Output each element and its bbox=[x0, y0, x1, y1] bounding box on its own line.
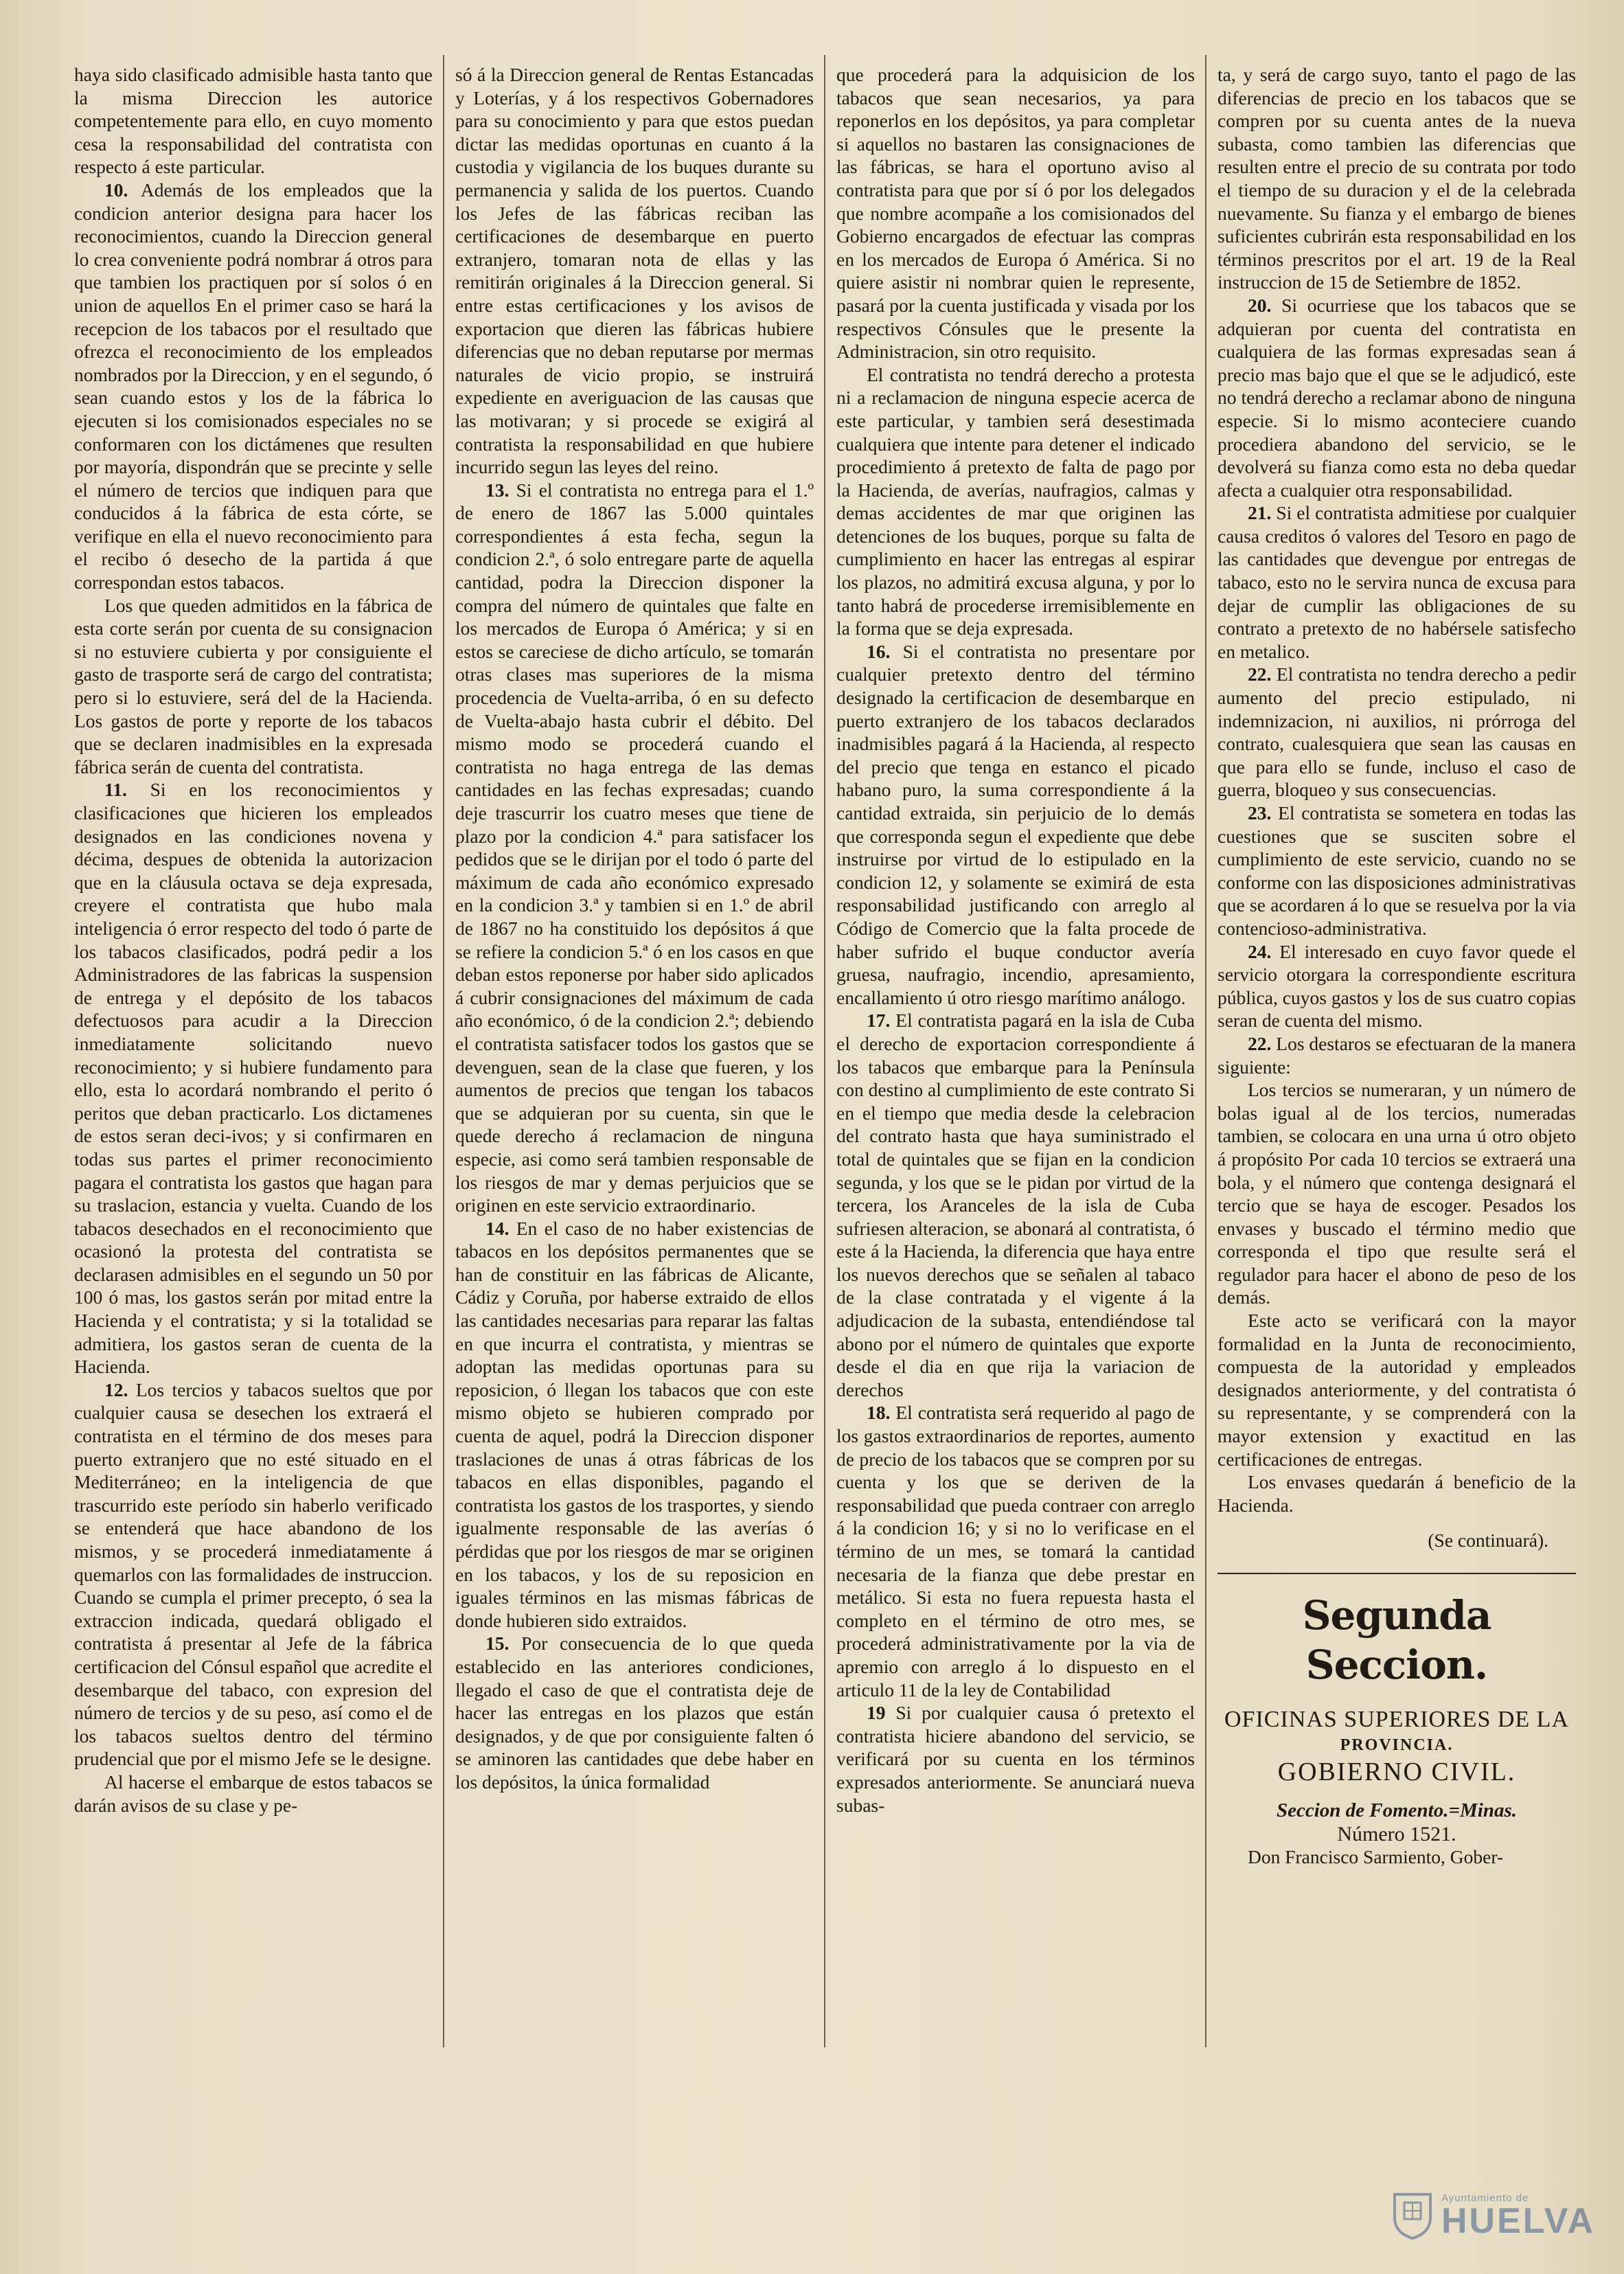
paragraph-text: El contratista no tendra derecho a pedir aumento del precio estipulado, ni indemnizacion, ni auxilios, ni prórroga del contrato, cualesquiera que sean las causas en que para ello se funde, incluso el caso de guerra, bloqueo y sus consecuencias. bbox=[1217, 663, 1577, 801]
paragraph-text: Los tercios y tabacos sueltos que por cualquier causa se desechen los extraerá el contratista en el término de dos meses para puerto extranjero que no esté situado en el Mediterráneo; en la inteligencia de que trascurrido este período sin haberlo verificado se entenderá que hace abandono de los mismos, y se procederá inmediatamente á quemarlos con las formalidades de instruccion. Cuando se cumpla el primer precepto, ó sea la extraccion indicada, quedará obligado el contratista á presentar al Jefe de la fábrica certificacion del Cónsul español que acredite el desembarque del tabaco, con expresion del número de tercios y de su peso, así como el de los tabacos sueltos dentro del término prudencial que por el mismo Jefe se le designe. bbox=[74, 1378, 433, 1770]
paragraph bbox=[836, 1401, 1195, 1701]
paragraph bbox=[1217, 801, 1576, 940]
column-rule bbox=[824, 55, 825, 2047]
government-heading: GOBIERNO CIVIL. bbox=[1277, 1758, 1516, 1786]
paragraph-text: Si por cualquier causa ó pretexto el contratista hiciere abandono del servicio, se verificará por su cuenta en los términos expresados anteriormente. Se anunciará nueva subas- bbox=[836, 1702, 1196, 1816]
paragraph bbox=[1217, 940, 1576, 1032]
paragraph bbox=[836, 1009, 1195, 1401]
paragraph-text: El contratista será requerido al pago de los gastos extraordinarios de reportes, aumento de precio de los tabacos que se compren por su cuenta y los que se deriven de la responsabilidad que pueda contraer con arreglo á la condicion 16; y si no lo verificase en el término de un mes, se tomará la cantidad necesaria de la fianza que debe prestar en metálico. Si esta no fuera repuesta hasta el completo en el término de otro mes, se procederá administrativamente por la via de apremio con arreglo á lo dispuesto en el articulo 11 de la ley de Contabilidad bbox=[836, 1402, 1196, 1701]
paragraph bbox=[1217, 663, 1576, 801]
paragraph bbox=[74, 778, 433, 1378]
paragraph-text: Si el contratista no entrega para el 1.º de enero de 1867 las 5.000 quintales correspondientes á esta fecha, segun la condicion 2.ª, ó solo entregare parte de aquella cantidad, podra la Direccion disponer la compra del número de quintales que falte en los mercados de Europa ó América; y si en estos se careciese de dicho artículo, se tomarán otras clases mas superiores de la misma procedencia de Vuelta-arriba, ó en su defecto de Vuelta-abajo hasta cubrir el débito. Del mismo modo se procederá cuando el contratista no haga entrega de las demas cantidades en las fechas expresadas; cuando deje trascurrir los cuatro meses que tiene de plazo por la condicion 4.ª para satisfacer los pedidos que se le dirijan por el todo ó parte del máximum de cada año económico expresado en la condicion 3.ª y tambien si en 1.º de abril de 1867 no ha constituido los depósitos á que se refiere la condicion 5.ª ó en los casos en que deban estos reponerse por haber sido aplicados á cubrir consignaciones del máximum de cada año económico, ó de la condicion 2.ª; debiendo el contratista satisfacer todos los gastos que se devenguen, sean de la clase que fueren, y los aumentos de precios que tengan los tabacos que se adquieran por su cuenta, sin que le quede derecho á reclamacion de ninguna especie, asi como será tambien responsable de los riesgos de mar y demas perjuicios que se originen en este servicio extraordinario. bbox=[455, 479, 814, 1216]
huelva-watermark bbox=[1391, 2188, 1597, 2243]
paragraph: Los tercios se numeraran, y un número de bolas igual al de los tercios, numeradas tambien, se colocara en una urna ú otro objeto á propósito Por cada 10 tercios se extraerá una bola, y el número que contenga designará el tercio que se haya de escoger. Pesados los envases y buscado el término medio que corresponda el tipo que resulte será el regulador para hacer el abono de peso de los demás. bbox=[1217, 1079, 1576, 1308]
paragraph-text: Si el contratista admitiese por cualquier causa creditos ó valores del Tesoro en pago de las cantidades que devengue por entregas de tabaco, esto no le servira nunca de excusa para dejar de cumplir las obligaciones de su contrato a pretexto de no habérsele satisfecho en metalico. bbox=[1217, 502, 1576, 662]
paragraph bbox=[74, 179, 433, 594]
paragraph: Los que queden admitidos en la fábrica de esta corte serán por cuenta de su consignacion si no estuviere cubierta y por consiguiente el gasto de trasporte será de cargo del contratista; pero si lo estuviere, será del de la Hacienda. Los gastos de porte y reporte de los tabacos que se declaren inadmisibles en la expresada fábrica serán de cuenta del contratista. bbox=[74, 594, 433, 777]
text-column-4 bbox=[1217, 63, 1576, 1869]
clause-number: 10. bbox=[104, 179, 128, 201]
clause-number: 12. bbox=[104, 1378, 128, 1400]
section-subheading: Seccion de Fomento.=Minas. bbox=[1276, 1799, 1518, 1821]
text-column-2 bbox=[455, 63, 814, 1794]
province-heading: PROVINCIA. bbox=[1340, 1736, 1454, 1754]
paragraph-text: El interesado en cuyo favor quede el servicio otorgara la correspondiente escritura pública, cuyos gastos y los de sus cuatro copias seran de cuenta del mismo. bbox=[1217, 940, 1576, 1032]
paragraph bbox=[1217, 1032, 1576, 1078]
city-seal-icon bbox=[1391, 2190, 1434, 2241]
paragraph-text: Por consecuencia de lo que queda establecido en las anteriores condiciones, llegado el caso de que el contratista deje de hacer las entregas en los plazos que están designados, y de que por consiguiente falten ó se aminoren las cantidades que debe haber en los depósitos, la única formalidad bbox=[455, 1633, 814, 1793]
paragraph: haya sido clasificado admisible hasta tanto que la misma Direccion les autorice competentemente para ello, en cuyo momento cesa la responsabilidad del contratista con respecto á este particular. bbox=[74, 64, 433, 178]
clause-number: 11. bbox=[104, 779, 127, 801]
watermark-small-text: Ayuntamiento de bbox=[1441, 2192, 1529, 2204]
offices-heading: OFICINAS SUPERIORES DE LA bbox=[1224, 1707, 1569, 1732]
paragraph-text: Si ocurriese que los tabacos que se adquieran por cuenta del contratista en cualquiera de las formas expresadas sean á precio mas bajo que el que se le adjudicó, este no tendrá derecho a reclamar abono de ninguna especie. Si lo mismo aconteciere cuando procediera abandono del servicio, se le devolverá su fianza como esta no deba quedar afecta a cualquier otra responsabilidad. bbox=[1217, 294, 1576, 501]
paragraph: Este acto se verificará con la mayor formalidad en la Junta de reconocimiento, compuesta de la autoridad y empleados designados anteriormente, y del contratista ó su representante, y se comprenderá con la mayor extension y exactitud en las certificaciones de entregas. bbox=[1217, 1310, 1576, 1470]
column-rule bbox=[1205, 55, 1206, 2047]
clause-number: 22. bbox=[1248, 663, 1272, 685]
paragraph bbox=[836, 1701, 1195, 1817]
paragraph: que procederá para la adquisicion de los tabacos que sean necesarios, ya para reponerlos en los depósitos, ya para completar si aquellos no bastaren las consignaciones de las fábricas, se hara el oportuno aviso al contratista para que por sí ó por los delegados que nombre acompañe a los comisionados del Gobierno encargados de efectuar las compras en los mercados de Europa ó América. Si no quiere asistir ni nombrar quien le represente, pasará por la cuenta justificada y visada por los respectivos Cónsules que le presente la Administracion, sin otro requisito. bbox=[836, 64, 1195, 363]
text-column-3 bbox=[836, 63, 1195, 1817]
continued-note: (Se continuará). bbox=[1428, 1530, 1548, 1551]
section-divider bbox=[1217, 1573, 1576, 1574]
clause-number: 17. bbox=[867, 1010, 891, 1032]
clause-number: 24. bbox=[1248, 940, 1272, 962]
paragraph-text: En el caso de no haber existencias de tabacos en los depósitos permanentes que se han de constituir en las fábricas de Alicante, Cádiz y Coruña, por haberse extraido de ellos las cantidades necesarias para reparar las faltas en que incurra el contratista, y mientras se adoptan las medidas oportunas para su reposicion, ó llegan los tabacos que con este mismo objeto se hubieren comprado por cuenta de aquel, podrá la Direccion disponer traslaciones de unas á otras fábricas de los tabacos en ellas disponibles, pagando el contratista los gastos de los trasportes, y siendo igualmente responsable de las averías ó pérdidas que por los riesgos de mar se originen en los tabacos, y los de su reposicion en iguales términos en las mismas fábricas de donde hubieren sido extraidos. bbox=[455, 1217, 814, 1631]
paragraph bbox=[455, 479, 814, 1217]
paragraph: Don Francisco Sarmiento, Gober- bbox=[1248, 1846, 1504, 1868]
paragraph: só á la Direccion general de Rentas Estancadas y Loterías, y á los respectivos Gobernadores para su conocimiento y para que estos puedan dictar las medidas oportunas en cuanto á la custodia y vigilancia de los buques durante su permanencia y salida de los puertos. Cuando los Jefes de las fábricas reciban las certificaciones de desembarque en puerto extranjero, tomaran nota de ellas y las remitirán originales á la Direccion general. Si entre estas certificaciones y los avisos de exportacion que dieren las fábricas hubiere diferencias que no deban reputarse por mermas naturales de vicio propio, se instruirá expediente en averiguacion de las causas que las motivaran; y si procede se exigirá al contratista la responsabilidad en que hubiere incurrido segun las leyes del reino. bbox=[455, 64, 814, 478]
clause-number: 22. bbox=[1248, 1032, 1272, 1054]
clause-number: 13. bbox=[485, 479, 510, 501]
clause-number: 18. bbox=[867, 1402, 891, 1424]
clause-number: 19 bbox=[867, 1702, 886, 1724]
paragraph bbox=[1217, 501, 1576, 663]
paragraph: Al hacerse el embarque de estos tabacos se darán avisos de su clase y pe- bbox=[74, 1771, 433, 1816]
paragraph: Los envases quedarán á beneficio de la Hacienda. bbox=[1217, 1471, 1576, 1516]
paragraph bbox=[455, 1632, 814, 1793]
document-number: Número 1521. bbox=[1337, 1822, 1456, 1845]
clause-number: 16. bbox=[867, 640, 891, 662]
text-column-1 bbox=[74, 63, 433, 1817]
watermark-text bbox=[1441, 2193, 1595, 2239]
paragraph-text: Si en los reconocimientos y clasificaciones que hicieren los empleados designados en las condiciones novena y décima, despues de obtenida la autorizacion que en la cláusula octava se deja expresada, creyere el contratista que hubo mala inteligencia ó error respecto del todo ó parte de los tabacos clasificados, podrá pedir a los Administradores de las fabricas la suspension de entrega y el depósito de los tabacos defectuosos para acudir a la Direccion inmediatamente solicitando nuevo reconocimiento; y si hubiere fundamento para ello, esta lo acordará nombrando el perito ó peritos que deban practicarlo. Los dictamenes de estos seran deci-ivos; y si confirmaren en todas sus partes el primer reconocimiento pagara el contratista los gastos que hagan para su traslacion, estancia y vuelta. Cuando de los tabacos desechados en el reconocimiento que ocasionó la protesta del contratista se declarasen admisibles en el segundo un 50 por 100 ó mas, los gastos serán por mitad entre la Hacienda y el contratista; y si la totalidad se admitiera, los gastos seran de cuenta de la Hacienda. bbox=[74, 779, 433, 1378]
paragraph: El contratista no tendrá derecho a protesta ni a reclamacion de ninguna especie acerca de este particular, y tambien será desestimada cualquiera que intente para detener el indicado procedimiento á pretexto de falta de pago por la Hacienda, de averías, naufragios, calmas y demas accidentes de mar que originen las detenciones de los buques, porque su falta de cumplimiento en hacer las entregas al espirar los plazos, no admitirá excusa alguna, y por lo tanto habrá de procederse irremisiblemente en la forma que se deja expresada. bbox=[836, 363, 1195, 639]
watermark-big-text: HUELVA bbox=[1441, 2201, 1596, 2241]
clause-number: 21. bbox=[1248, 502, 1272, 524]
paragraph-text: El contratista pagará en la isla de Cuba el derecho de exportacion correspondiente á los tabacos que embarque para la Península con destino al cumplimiento de este contrato Si en el tiempo que media desde la celebracion del contrato hasta que haya suministrado el total de quintales que se fijan en la condicion segunda, y los que se le pidan por virtud de la tercera, los Aranceles de la isla de Cuba sufriesen alteracion, se abonará al contratista, ó este á la Hacienda, la diferencia que haya entre los nuevos derechos que se señalen al tabaco de la clase contratada y el vigente á la adjudicacion de la subasta, entendiéndose tal abono por el número de quintales que exporte desde el dia en que rija la variacion de derechos bbox=[836, 1010, 1195, 1400]
clause-number: 23. bbox=[1248, 802, 1272, 823]
paragraph-text: Si el contratista no presentare por cualquier pretexto dentro del término designado la certificacion de desembarque en puerto extranjero de los tabacos declarados inadmisibles pagará á la Hacienda, al respecto del precio que tenga en estanco el picado habano puro, la suma correspondiente á la cantidad extraida, sin perjuicio de lo demás que corresponda segun el expediente que debe instruirse por virtud de lo estipulado en la condicion 12, y solamente se eximirá de esta responsabilidad justificando con arreglo al Código de Comercio que la falta procede de haber sufrido el buque conductor avería gruesa, naufragio, incendio, apresamiento, encallamiento ú otro riesgo marítimo análogo. bbox=[836, 640, 1195, 1008]
paragraph bbox=[1217, 294, 1576, 501]
clause-number: 15. bbox=[485, 1633, 510, 1655]
paragraph-text: El contratista se sometera en todas las cuestiones que se susciten sobre el cumplimiento de este servicio, cuando no se conforme con las disposiciones administrativas que se acordaren á lo que se resuelva por la via contencioso-administrativa. bbox=[1217, 802, 1576, 939]
clause-number: 20. bbox=[1248, 294, 1272, 316]
paragraph: ta, y será de cargo suyo, tanto el pago de las diferencias de precio en los tabacos que se compren por su cuenta antes de la nueva subasta, como tambien las diferencias que resulten entre el precio de su contrata por todo el tiempo de su duracion y el de la celebrada nuevamente. Su fianza y el embargo de bienes suficientes cubrirán esta responsabilidad en los términos prescritos por el art. 19 de la Real instruccion de 15 de Setiembre de 1852. bbox=[1217, 64, 1576, 293]
paragraph-text: Los destaros se efectuaran de la manera siguiente: bbox=[1217, 1032, 1577, 1078]
clause-number: 14. bbox=[485, 1217, 510, 1239]
paragraph bbox=[455, 1217, 814, 1633]
column-rule bbox=[443, 55, 444, 2047]
paragraph-text: Además de los empleados que la condicion anterior designa para hacer los reconocimientos, cuando la Direccion general lo crea conveniente podrá nombrar á otros para que tambien los practiquen por sí solos ó en union de aquellos En el primer caso se hará la recepcion de los tabacos por el resultado que ofrezca el reconocimiento de los empleados nombrados por la Direccion, y en el segundo, ó sean cuando estos y los de la fábrica lo ejecuten si los comisionados especiales no se conformaren con los dictámenes que resulten por mayoría, dispondrán que se precinte y selle el número de tercios que indiquen para que conducidos á la fábrica de esta córte, se verifique en ella el nuevo reconocimiento para el recibo ó desecho de la partida á que correspondan estos tabacos. bbox=[74, 179, 433, 593]
paragraph bbox=[74, 1378, 433, 1771]
paragraph bbox=[836, 640, 1195, 1010]
section-title: Segunda Seccion. bbox=[1302, 1592, 1491, 1688]
